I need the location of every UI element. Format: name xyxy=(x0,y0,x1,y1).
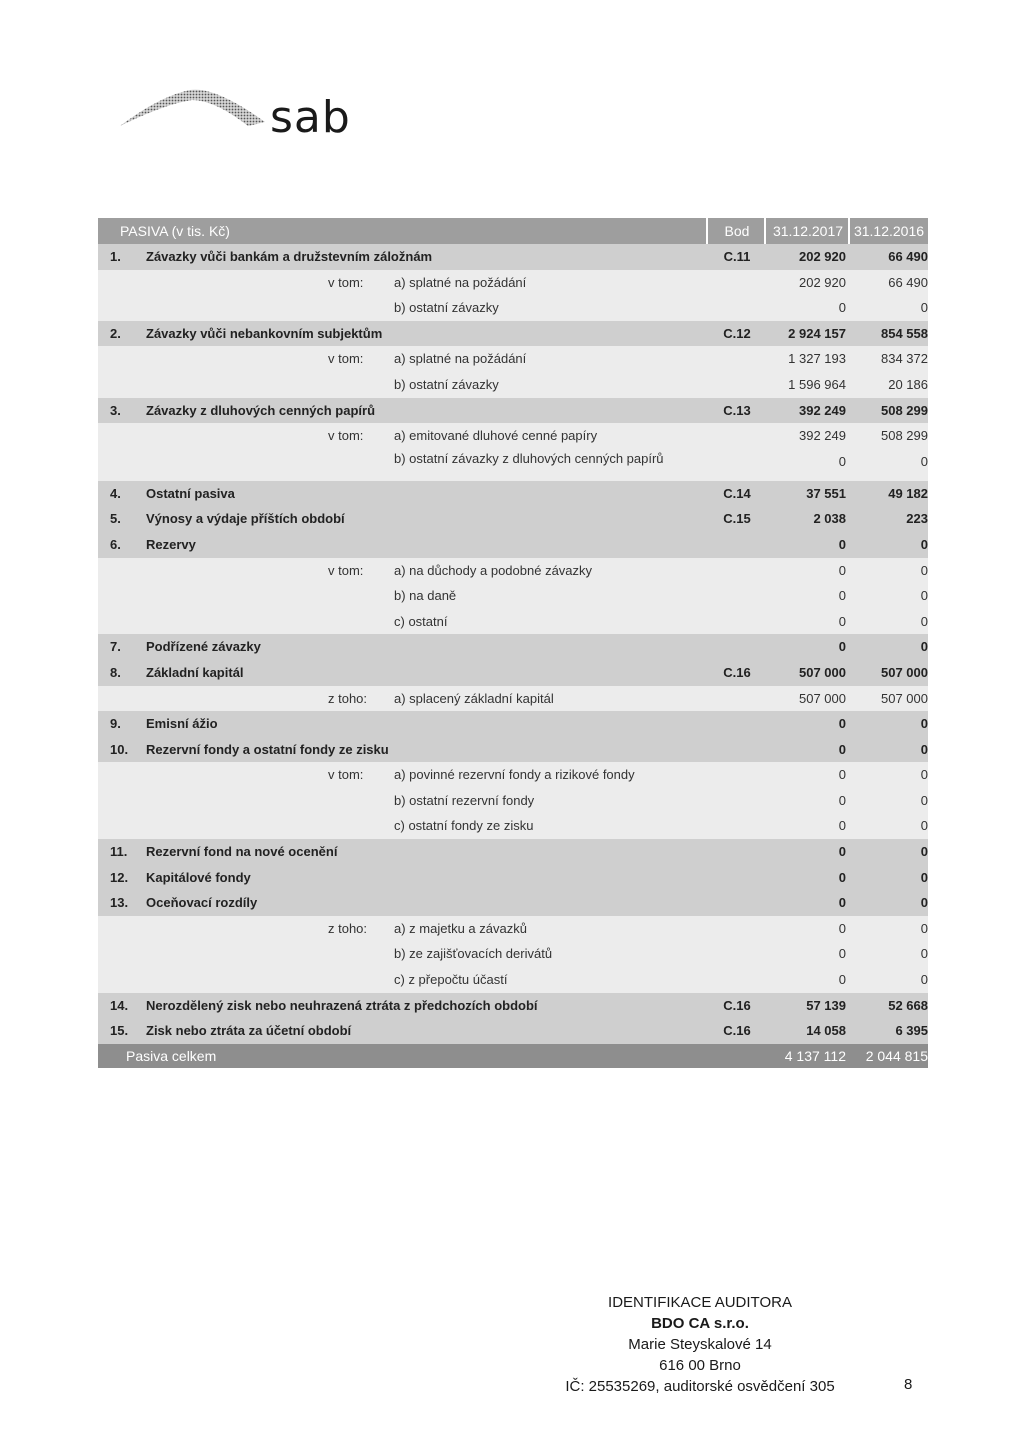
row-value-2017: 507 000 xyxy=(799,664,846,680)
row-value-2016: 508 299 xyxy=(881,428,928,444)
table-row-sub xyxy=(98,346,928,372)
row-label: Emisní ážio xyxy=(146,716,218,732)
row-prefix: v tom: xyxy=(328,767,364,783)
table-row-main xyxy=(98,839,928,865)
total-label: Pasiva celkem xyxy=(126,1047,217,1064)
row-label: a) z majetku a závazků xyxy=(394,920,527,936)
row-label: c) z přepočtu účastí xyxy=(394,972,508,988)
total-2016: 2 044 815 xyxy=(865,1047,928,1064)
auditor-city: 616 00 Brno xyxy=(659,1357,741,1374)
table-row-main xyxy=(98,660,928,686)
table-row-main xyxy=(98,532,928,558)
row-value-2016: 508 299 xyxy=(881,402,928,418)
row-prefix: v tom: xyxy=(328,428,364,444)
row-value-2016: 0 xyxy=(920,869,928,885)
row-label: b) ostatní závazky xyxy=(394,300,499,316)
table-header xyxy=(98,218,928,244)
row-value-2016: 0 xyxy=(920,844,928,860)
table-row-main xyxy=(98,321,928,347)
row-value-2016: 0 xyxy=(920,613,928,629)
row-label: b) ze zajišťovacích derivátů xyxy=(394,946,553,962)
row-value-2017: 0 xyxy=(838,818,846,834)
row-label: Základní kapitál xyxy=(146,664,244,680)
row-value-2016: 834 372 xyxy=(881,351,928,367)
row-value-2017: 392 249 xyxy=(799,428,846,444)
row-value-2016: 0 xyxy=(920,588,928,604)
row-value-2016: 854 558 xyxy=(881,325,928,341)
auditor-street: Marie Steyskalové 14 xyxy=(628,1336,772,1353)
row-label: Podřízené závazky xyxy=(146,639,261,655)
row-value-2016: 0 xyxy=(920,792,928,808)
header-2017: 31.12.2017 xyxy=(772,223,844,239)
row-label: c) ostatní xyxy=(394,613,448,629)
row-number: 2. xyxy=(110,325,121,341)
row-number: 7. xyxy=(110,639,121,655)
table-row-sub xyxy=(98,372,928,398)
row-value-2016: 0 xyxy=(920,818,928,834)
table-row-sub xyxy=(98,295,928,321)
table-row-sub xyxy=(98,609,928,635)
row-number: 12. xyxy=(110,869,129,885)
page-number: 8 xyxy=(904,1376,913,1393)
auditor-ic: IČ: 25535269, auditorské osvědčení 305 xyxy=(565,1378,835,1395)
row-number: 15. xyxy=(110,1023,129,1039)
header-bod: Bod xyxy=(724,223,750,239)
row-value-2016: 52 668 xyxy=(888,997,928,1013)
row-value-2017: 0 xyxy=(838,920,846,936)
row-number: 3. xyxy=(110,402,121,418)
row-number: 9. xyxy=(110,716,121,732)
row-prefix: z toho: xyxy=(328,920,368,936)
table-row-main xyxy=(98,865,928,891)
total-row xyxy=(98,1044,928,1068)
row-label: Závazky vůči nebankovním subjektům xyxy=(146,325,383,341)
auditor-identification xyxy=(540,1292,860,1397)
table-row-sub xyxy=(98,558,928,584)
row-number: 8. xyxy=(110,664,121,680)
row-value-2016: 0 xyxy=(920,639,928,655)
row-number: 1. xyxy=(110,249,121,264)
row-label: b) ostatní závazky xyxy=(394,376,499,392)
row-value-2016: 507 000 xyxy=(881,690,928,706)
row-bod: C.14 xyxy=(723,485,751,501)
row-value-2016: 0 xyxy=(920,946,928,962)
row-value-2016: 0 xyxy=(920,741,928,757)
table-row-sub xyxy=(98,788,928,814)
row-value-2017: 0 xyxy=(838,716,846,732)
row-label: a) povinné rezervní fondy a rizikové fondy xyxy=(394,767,635,783)
table-title: PASIVA (v tis. Kč) xyxy=(120,223,230,239)
row-value-2016: 0 xyxy=(920,972,928,988)
row-number: 5. xyxy=(110,511,121,527)
row-value-2017: 14 058 xyxy=(806,1023,846,1039)
table-row-sub xyxy=(98,916,928,942)
table-row-sub xyxy=(98,583,928,609)
row-label: a) na důchody a podobné závazky xyxy=(394,562,593,578)
row-value-2016: 0 xyxy=(920,716,928,732)
row-value-2017: 0 xyxy=(838,895,846,911)
table-row-sub xyxy=(98,941,928,967)
row-label: Ostatní pasiva xyxy=(146,485,235,501)
row-label: a) emitované dluhové cenné papíry xyxy=(394,428,598,444)
row-prefix: v tom: xyxy=(328,562,364,578)
row-value-2017: 0 xyxy=(838,536,846,552)
row-bod: C.15 xyxy=(723,511,751,527)
row-label: Oceňovací rozdíly xyxy=(146,895,258,911)
row-value-2017: 0 xyxy=(838,844,846,860)
row-value-2016: 0 xyxy=(920,895,928,911)
row-label: a) splatné na požádání xyxy=(394,351,527,367)
row-value-2016: 0 xyxy=(920,562,928,578)
row-bod: C.12 xyxy=(723,325,751,341)
table-row-main xyxy=(98,711,928,737)
auditor-name: BDO CA s.r.o. xyxy=(651,1315,749,1332)
table-row-main xyxy=(98,737,928,763)
row-value-2016: 0 xyxy=(920,767,928,783)
table-row-sub xyxy=(98,449,928,481)
row-value-2016: 223 xyxy=(906,511,928,527)
row-number: 11. xyxy=(110,844,128,860)
row-label: Nerozdělený zisk nebo neuhrazená ztráta z předchozích období xyxy=(146,997,538,1013)
row-number: 6. xyxy=(110,536,121,552)
row-value-2016: 507 000 xyxy=(881,664,928,680)
row-number: 14. xyxy=(110,997,129,1013)
table-row-main xyxy=(98,506,928,532)
row-label: Výnosy a výdaje příštích období xyxy=(146,511,345,527)
liabilities-table xyxy=(98,218,928,1068)
row-value-2017: 0 xyxy=(838,946,846,962)
row-value-2017: 0 xyxy=(838,741,846,757)
row-value-2016: 0 xyxy=(920,920,928,936)
row-number: 4. xyxy=(110,485,121,501)
row-label: Rezervní fondy a ostatní fondy ze zisku xyxy=(146,741,389,757)
row-value-2016: 6 395 xyxy=(895,1023,928,1039)
row-bod: C.16 xyxy=(723,997,751,1013)
row-value-2017: 202 920 xyxy=(799,274,846,290)
table-row-main xyxy=(98,890,928,916)
row-label: Kapitálové fondy xyxy=(146,869,251,885)
header-2016: 31.12.2016 xyxy=(853,223,925,239)
row-value-2017: 202 920 xyxy=(799,249,846,264)
row-label: b) ostatní rezervní fondy xyxy=(394,792,535,808)
table-row-sub xyxy=(98,270,928,296)
row-value-2017: 0 xyxy=(838,300,846,316)
total-2017: 4 137 112 xyxy=(784,1047,846,1064)
row-prefix: z toho: xyxy=(328,690,368,706)
row-value-2017: 0 xyxy=(838,588,846,604)
table-row-main xyxy=(98,634,928,660)
row-value-2017: 0 xyxy=(838,869,846,885)
row-label: b) ostatní závazky z dluhových cenných papírů xyxy=(394,450,664,466)
row-label: Závazky z dluhových cenných papírů xyxy=(146,402,376,418)
row-value-2016: 0 xyxy=(920,536,928,552)
table-row-sub xyxy=(98,813,928,839)
row-value-2016: 20 186 xyxy=(888,376,928,392)
row-value-2016: 66 490 xyxy=(888,249,928,264)
row-value-2017: 507 000 xyxy=(799,690,846,706)
row-label: a) splacený základní kapitál xyxy=(394,690,554,706)
table-row-sub xyxy=(98,686,928,712)
table-row-main xyxy=(98,398,928,424)
row-label: Rezervy xyxy=(146,536,196,552)
table-row-main xyxy=(98,1018,928,1044)
row-value-2017: 1 596 964 xyxy=(788,376,846,392)
row-bod: C.16 xyxy=(723,1023,751,1039)
row-value-2017: 2 924 157 xyxy=(788,325,846,341)
table-row-sub xyxy=(98,967,928,993)
row-bod: C.13 xyxy=(723,402,751,418)
logo-text: sab xyxy=(270,92,351,143)
row-value-2017: 1 327 193 xyxy=(788,351,846,367)
row-label: Závazky vůči bankám a družstevním záložnám xyxy=(146,249,433,264)
row-value-2017: 392 249 xyxy=(799,402,846,418)
row-value-2017: 57 139 xyxy=(806,997,846,1013)
row-value-2017: 0 xyxy=(838,453,846,469)
row-value-2017: 0 xyxy=(838,792,846,808)
table-row-main xyxy=(98,993,928,1019)
row-value-2016: 0 xyxy=(920,300,928,316)
row-value-2017: 0 xyxy=(838,767,846,783)
row-value-2017: 0 xyxy=(838,972,846,988)
table-row-main xyxy=(98,481,928,507)
row-value-2017: 0 xyxy=(838,562,846,578)
auditor-title: IDENTIFIKACE AUDITORA xyxy=(608,1294,792,1311)
row-value-2017: 0 xyxy=(838,613,846,629)
row-label: b) na daně xyxy=(394,588,457,604)
row-bod: C.16 xyxy=(723,664,751,680)
table-row-sub xyxy=(98,423,928,449)
row-value-2016: 49 182 xyxy=(888,485,928,501)
row-label: a) splatné na požádání xyxy=(394,274,527,290)
row-label: c) ostatní fondy ze zisku xyxy=(394,818,534,834)
row-label: Zisk nebo ztráta za účetní období xyxy=(146,1023,352,1039)
row-value-2016: 66 490 xyxy=(888,274,928,290)
row-label: Rezervní fond na nové ocenění xyxy=(146,844,338,860)
row-value-2017: 2 038 xyxy=(813,511,846,527)
row-value-2017: 37 551 xyxy=(806,485,846,501)
table-row-main xyxy=(98,244,928,270)
row-number: 13. xyxy=(110,895,129,911)
row-value-2016: 0 xyxy=(920,453,928,469)
row-prefix: v tom: xyxy=(328,351,364,367)
row-number: 10. xyxy=(110,741,129,757)
table-row-sub xyxy=(98,762,928,788)
row-bod: C.11 xyxy=(723,249,751,264)
row-prefix: v tom: xyxy=(328,274,364,290)
row-value-2017: 0 xyxy=(838,639,846,655)
